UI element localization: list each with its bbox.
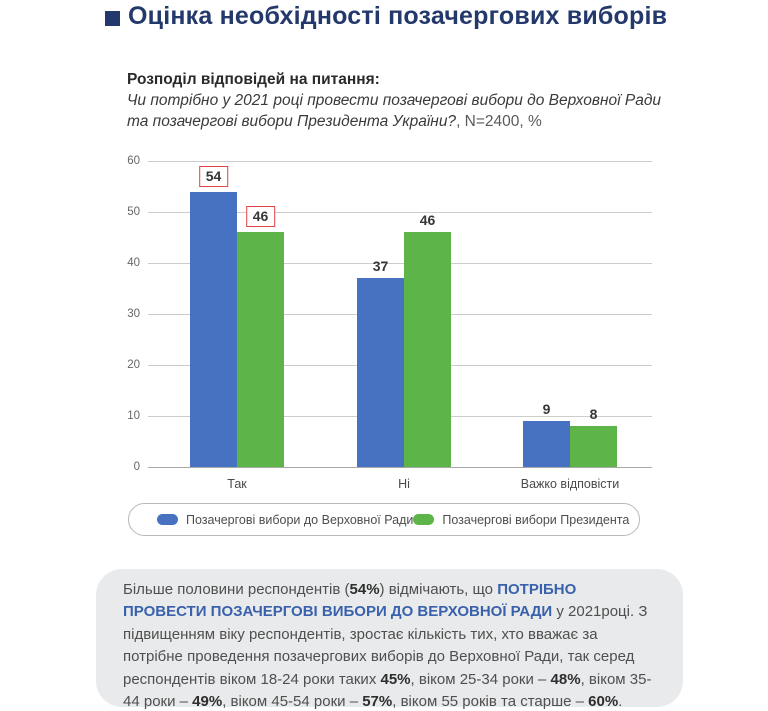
square-bullet-icon xyxy=(105,11,120,26)
page-header xyxy=(105,2,667,31)
gridline-60 xyxy=(148,161,652,162)
bar-Важко відповісти-president xyxy=(570,426,617,467)
y-axis-tick-30: 30 xyxy=(127,308,140,320)
question-body-line xyxy=(127,90,672,132)
question-block xyxy=(127,69,672,132)
sample-size-note: , N=2400, % xyxy=(456,113,542,130)
page-title: Оцінка необхідності позачергових виборів xyxy=(128,2,668,30)
chart-legend xyxy=(128,503,640,536)
bar-chart xyxy=(127,155,652,491)
value-label-46: 46 xyxy=(246,206,276,227)
summary-segment: , віком 25-34 роки – xyxy=(410,670,551,688)
summary-segment: 54% xyxy=(349,581,380,598)
legend-label-rada: Позачергові вибори до Верховної Ради xyxy=(186,512,414,527)
legend-label-president: Позачергові вибори Президента xyxy=(442,512,630,527)
bar-Важко відповісти-rada xyxy=(523,421,570,467)
question-text: Чи потрібно у 2021 році провести позачергові вибори до Верховної Ради та позачергові вибори Президента України? xyxy=(127,92,662,130)
summary-segment: 57% xyxy=(362,693,393,711)
y-axis-tick-20: 20 xyxy=(127,359,140,371)
summary-segment: ПОТРІБНО ПРОВЕСТИ ПОЗАЧЕРГОВІ ВИБОРИ ДО ВЕРХОВНОЇ РАДИ xyxy=(123,581,577,621)
y-axis-tick-60: 60 xyxy=(127,155,140,167)
value-label-9: 9 xyxy=(542,401,551,417)
value-label-54: 54 xyxy=(199,166,229,187)
summary-segment: , віком 55 років та старше – xyxy=(392,693,589,711)
y-axis-tick-40: 40 xyxy=(127,257,140,269)
question-lead: Розподіл відповідей на питання: xyxy=(127,71,380,88)
blue-series-swatch-icon xyxy=(157,514,178,525)
summary-segment: у 2021році. З підвищенням віку респондентів, зростає кількість тих, хто вважає за потрібне проведення позачергових виборів до Верховної Ради, так серед респондентів віком 18-24 роки таких xyxy=(123,603,648,688)
bar-Ні-rada xyxy=(357,278,404,467)
value-label-8: 8 xyxy=(589,406,598,422)
x-axis-label-1: Так xyxy=(227,477,247,491)
summary-segment: 49% xyxy=(192,693,223,711)
plot-area xyxy=(127,155,652,491)
y-axis-tick-0: 0 xyxy=(133,461,140,473)
green-series-swatch-icon xyxy=(413,514,434,525)
bar-Ні-president xyxy=(404,232,451,467)
summary-text xyxy=(123,579,653,711)
summary-segment: Більше половини респондентів ( xyxy=(123,581,350,598)
summary-segment: . xyxy=(618,693,623,711)
summary-callout xyxy=(96,569,683,711)
summary-segment: 45% xyxy=(380,670,411,688)
value-label-37: 37 xyxy=(372,258,389,274)
legend-item-rada xyxy=(157,513,413,527)
x-axis-label-3: Важко відповісти xyxy=(520,477,620,491)
x-axis-label-2: Ні xyxy=(398,477,410,491)
bar-Так-rada xyxy=(190,192,237,467)
summary-segment: , віком 45-54 роки – xyxy=(222,693,363,711)
value-label-46: 46 xyxy=(419,212,436,228)
y-axis-tick-50: 50 xyxy=(127,206,140,218)
summary-segment: 60% xyxy=(588,693,619,711)
summary-segment: 48% xyxy=(550,670,581,688)
summary-segment: ) відмічають, що xyxy=(379,581,498,598)
bar-Так-president xyxy=(237,232,284,467)
summary-segment: , віком 35-44 роки – xyxy=(123,670,652,711)
legend-item-president xyxy=(413,513,629,527)
y-axis-tick-10: 10 xyxy=(127,410,140,422)
